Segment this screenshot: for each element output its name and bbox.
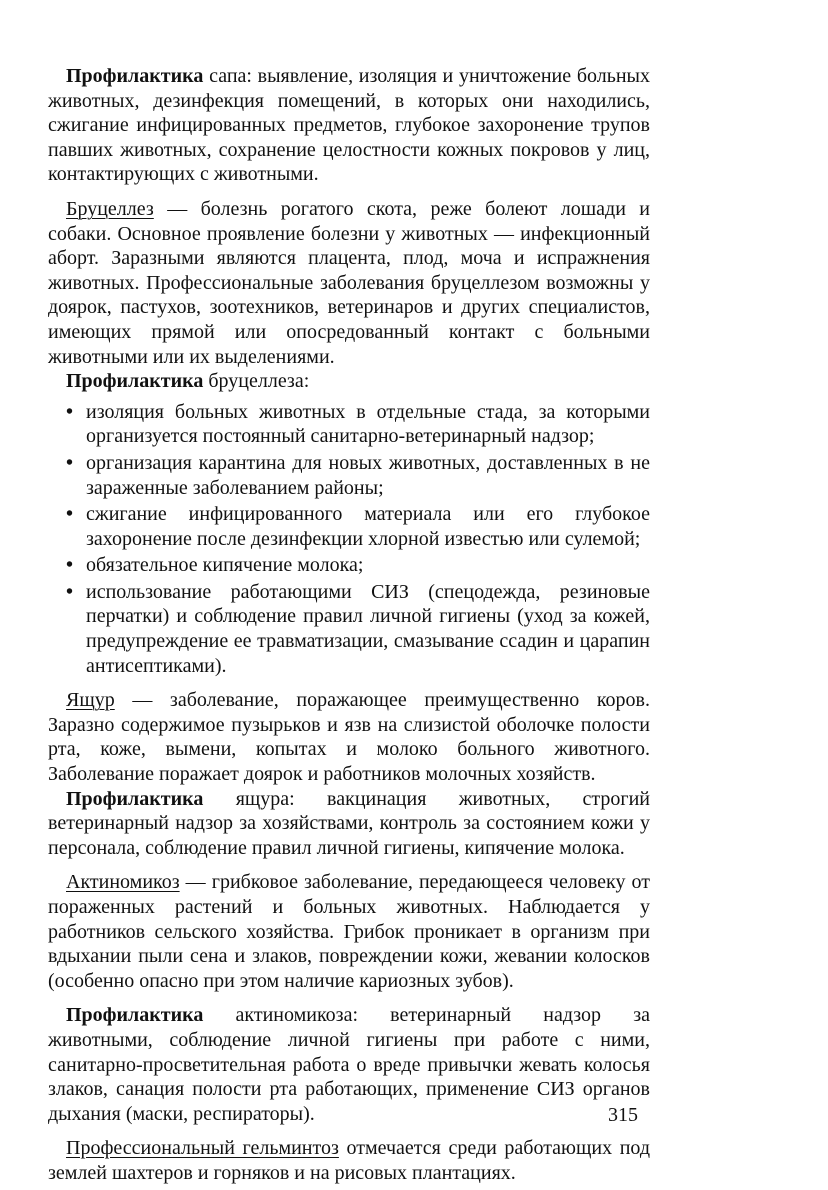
list-item-text: использование работающими СИЗ (спецодежда, резиновые перчатки) и соблюдение правил личной гигиены (уход за кожей, предупреждение ее травматизации, смазывание ссадин и царапин антисептиками). <box>86 580 650 677</box>
paragraph-text: сапа: выявление, изоляция и уничтожение больных животных, дезинфекция помещений, в которых они находились, сжигание инфицированных предметов, глубокое захоронение трупов павших животных, сохранение целостности кожных покровов у лиц, контактирующих с животными. <box>48 65 650 186</box>
heading-prophylaxis: Профилактика <box>66 787 204 810</box>
paragraph-actinomycosis <box>48 870 650 993</box>
heading-prophylaxis: Профилактика <box>66 370 204 393</box>
heading-prophylaxis: Профилактика <box>66 1004 204 1027</box>
paragraph-text: — грибковое заболевание, передающееся человеку от пораженных растений и больных животных. Наблюдается у работников сельского хозяйства. Грибок проникает в организм при вдыхании пыли сена и злаков, повреждении кожи, жевании колосков (особенно опасно при этом наличие кариозных зубов). <box>48 871 650 992</box>
paragraph-text: — заболевание, поражающее преимущественно коров. Заразно содержимое пузырьков и язв на слизистой оболочке полости рта, коже, вымени, копытах и молоко больного животного. Заболевание поражает доярок и работников молочных хозяйств. <box>48 689 650 786</box>
paragraph-sap-prophylaxis <box>48 64 650 187</box>
paragraph-text: — болезнь рогатого скота, реже болеют лошади и собаки. Основное проявление болезни у животных — инфекционный аборт. Заразными являются плацента, плод, моча и испражнения животных. Профессиональные заболевания бруцеллезом возможны у доярок, пастухов, зоотехников, ветеринаров и других специалистов, имеющих прямой или опосредованный контакт с больными животными или их выделениями. <box>48 197 650 368</box>
paragraph-helminthiasis <box>48 1136 650 1185</box>
list-item <box>48 580 650 678</box>
bullet-mark: • <box>66 503 74 526</box>
paragraph-text: ящура: вакцинация животных, строгий ветеринарный надзор за хозяйствами, контроль за состоянием кожи у персонала, соблюдение правил личной гигиены, кипячение молока. <box>48 787 650 859</box>
page-number: 315 <box>608 1104 638 1126</box>
brucellosis-measures-list <box>48 400 650 679</box>
term-foot-and-mouth: Ящур <box>66 689 115 712</box>
paragraph-foot-and-mouth <box>48 688 650 786</box>
list-item <box>48 553 650 578</box>
paragraph-brucellosis-prophylaxis <box>48 369 650 394</box>
term-helminthiasis: Профессиональный гельминтоз <box>66 1137 339 1160</box>
term-actinomycosis: Актиномикоз <box>66 871 180 894</box>
list-item <box>48 451 650 500</box>
paragraph-foot-and-mouth-prophylaxis <box>48 787 650 861</box>
bullet-mark: • <box>66 451 74 474</box>
paragraph-brucellosis <box>48 197 650 369</box>
paragraph-text: актиномикоза: ветеринарный надзор за животными, соблюдение личной гигиены при работе с ними, санитарно-просветительная работа о вреде привычки жевать колосья злаков, санация полости рта работающих, применение СИЗ органов дыхания (маски, респираторы). <box>48 1004 650 1125</box>
paragraph-text: бруцеллеза: <box>203 370 310 393</box>
paragraph-actinomycosis-prophylaxis <box>48 1003 650 1126</box>
list-item-text: сжигание инфицированного материала или его глубокое захоронение после дезинфекции хлорной известью или сулемой; <box>86 503 650 550</box>
term-brucellosis: Бруцеллез <box>66 197 154 220</box>
list-item-text: обязательное кипячение молока; <box>86 554 364 577</box>
paragraph-text: отмечается среди работающих под землей шахтеров и горняков и на рисовых плантациях. <box>48 1137 650 1184</box>
list-item-text: организация карантина для новых животных, доставленных в не зараженные заболеванием районы; <box>86 451 650 499</box>
bullet-mark: • <box>66 554 74 577</box>
bullet-mark: • <box>66 580 74 603</box>
page-body <box>48 64 650 1186</box>
list-item <box>48 502 650 551</box>
list-item-text: изоляция больных животных в отдельные стада, за которыми организуется постоянный санитарно-ветеринарный надзор; <box>86 400 650 448</box>
heading-prophylaxis: Профилактика <box>66 65 204 87</box>
bullet-mark: • <box>66 400 74 423</box>
list-item <box>48 400 650 449</box>
